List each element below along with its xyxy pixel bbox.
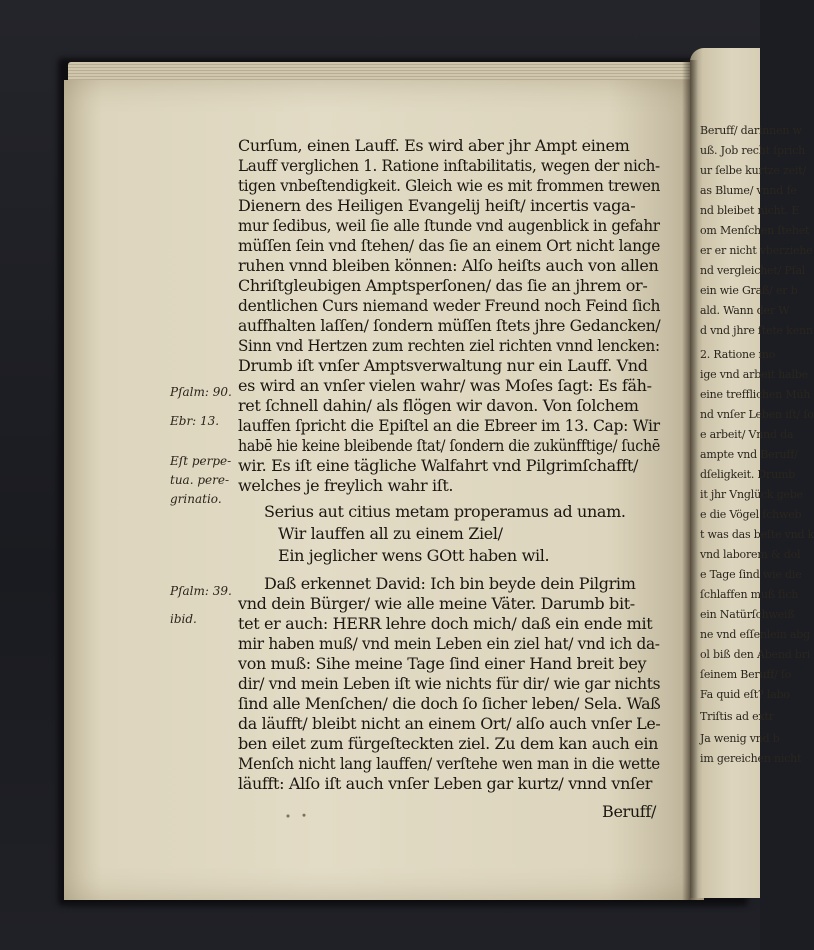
facing-line: nd bleibet nicht. E: [700, 204, 800, 217]
margin-note-psalm39: Pſalm: 39.: [170, 584, 232, 598]
margin-note-ibid: ibid.: [170, 612, 197, 626]
facing-line: ne vnd eſſenlein abg: [700, 628, 810, 641]
facing-line: ald. Wann der W: [700, 304, 790, 317]
margin-note-est: grinatio.: [170, 492, 222, 506]
facing-line: e arbeit/ Vnnd da: [700, 428, 794, 441]
text-line: ſind alle Menſchen/ die doch ſo ſicher leben/ Sela. Waß: [238, 694, 661, 713]
text-line: läufft: Alſo iſt auch vnſer Leben gar kurtz/ vnnd vnſer: [238, 774, 653, 793]
book-page-right: [690, 48, 814, 898]
text-line: dentlichen Curs niemand weder Freund noch Feind ſich: [238, 296, 661, 315]
text-line: auffhalten laſſen/ ſondern müſſen ſtets jhre Gedancken/: [238, 316, 661, 335]
facing-line: ein Natürſchweiß: [700, 608, 795, 621]
text-line: mur ſedibus, weil ſie alle ſtunde vnd augenblick in gefahr: [238, 217, 660, 235]
facing-line: er er nicht vberziehe: [700, 244, 813, 257]
facing-line: ſeinem Beruff/ ſo: [700, 668, 792, 681]
facing-line: t was das beſte vnd k: [700, 528, 814, 541]
text-line: ret ſchnell dahin/ als flögen wir davon. Von ſolchem: [238, 396, 639, 415]
facing-line: e die Vögel ſchweb: [700, 508, 802, 521]
facing-line: Ja wenig vnd b: [700, 732, 780, 745]
latin-verse: Serius aut citius metam properamus ad unam.: [264, 502, 626, 521]
facing-line: ein wie Graß/ er b: [700, 284, 798, 297]
facing-line: as Blume/ vnnd fe: [700, 184, 797, 197]
margin-note-ebr13: Ebr: 13.: [170, 414, 220, 428]
text-line: Daß erkennet David: Ich bin beyde dein Pilgrim: [264, 574, 636, 593]
text-line: Curſum, einen Lauff. Es wird aber jhr Ampt einem: [238, 136, 630, 155]
verse-line: Wir lauffen all zu einem Ziel/: [278, 524, 503, 543]
facing-line: nd vnſer Leben iſt/ ſo: [700, 408, 814, 421]
facing-line: uß. Job recht ſprich: [700, 144, 806, 157]
facing-line: nd vergleichet/ Pſal: [700, 264, 806, 277]
facing-line: ur ſelbe kurtze zeit/: [700, 164, 806, 177]
text-line: Dienern des Heiligen Evangelij heiſt/ incertis vaga-: [238, 196, 636, 215]
text-line: da läufft/ bleibt nicht an einem Ort/ alſo auch vnſer Le-: [238, 714, 661, 733]
text-line: wir. Es iſt eine tägliche Walfahrt vnd Pilgrimſchafft/: [238, 456, 639, 475]
facing-line: Beruff/ darinnen w: [700, 124, 802, 137]
facing-line: om Menſchen ſtehet: [700, 224, 810, 237]
text-line: Chriſtgleubigen Amptsperſonen/ das ſie an jhrem or-: [238, 276, 648, 295]
text-line: müſſen ſein vnd ſtehen/ das ſie an einem Ort nicht lange: [238, 236, 661, 255]
text-line: welches je freylich wahr iſt.: [238, 476, 454, 495]
book-gutter: [682, 60, 698, 900]
verse-line: Ein jeglicher wens GOtt haben wil.: [278, 546, 550, 565]
text-line: ruhen vnnd bleiben können: Alſo heiſts auch von allen: [238, 256, 659, 275]
facing-line: ſchlaffen muß ſich: [700, 588, 799, 601]
text-line: von muß: Sihe meine Tage ſind einer Hand breit bey: [238, 654, 647, 673]
text-line: Menſch nicht lang lauffen/ verſtehe wen man in die wette: [238, 754, 660, 773]
facing-line: e Tage ſind wie die: [700, 568, 802, 581]
ink-specks: [280, 812, 320, 820]
facing-line: vnd laborem & dol: [700, 548, 801, 561]
text-line: Lauff verglichen 1. Ratione inſtabilitatis, wegen der nich-: [238, 157, 660, 175]
facing-line: ol biß den Abend bri: [700, 648, 811, 661]
text-line: es wird an vnſer vielen wahr/ was Moſes ſagt: Es fäh-: [238, 376, 652, 395]
facing-line: it jhr Vnglück gebe: [700, 488, 803, 501]
text-line: Drumb iſt vnſer Amptsverwaltung nur ein Lauff. Vnd: [238, 356, 648, 375]
text-line: dir/ vnd mein Leben iſt wie nichts für dir/ wie gar nichts: [238, 674, 661, 693]
facing-line: ampte vnd Beruff/: [700, 448, 798, 461]
text-line: tet er auch: HERR lehre doch mich/ daß ein ende mit: [238, 614, 653, 633]
facing-line: eine trefflichen Müh: [700, 388, 811, 401]
margin-note-est: Eſt perpe-: [170, 454, 232, 468]
facing-line: d vnd jhre ſtete kenn: [700, 324, 813, 337]
text-line: tigen vnbeſtendigkeit. Gleich wie es mit frommen trewen: [238, 176, 661, 195]
margin-note-est: tua. pere-: [170, 473, 230, 487]
margin-note-psalm90: Pſalm: 90.: [170, 385, 232, 399]
text-line: lauffen ſpricht die Epiſtel an die Ebreer im 13. Cap: Wir: [238, 416, 660, 435]
facing-line: ige vnd arbeit halbe: [700, 368, 808, 381]
text-line: Sinn vnd Hertzen zum rechten ziel richten vnnd lencken:: [238, 336, 660, 355]
facing-line: Fa quid eſt? labo: [700, 688, 790, 701]
text-line: habē hie keine bleibende ſtat/ ſondern die zukünfftige/ ſuchē: [238, 436, 661, 455]
facing-line: 2. Ratione mo: [700, 348, 776, 361]
facing-line: dſeligkeit. Drumb: [700, 468, 796, 481]
text-line: vnd dein Bürger/ wie alle meine Väter. Darumb bit-: [238, 594, 635, 613]
catchword: Beruff/: [602, 802, 656, 821]
facing-line: Triſtis ad extr: [700, 710, 774, 723]
text-line: mir haben muß/ vnd mein Leben ein ziel hat/ vnd ich da-: [238, 634, 660, 653]
text-line: ben eilet zum fürgeſteckten ziel. Zu dem kan auch ein: [238, 734, 659, 753]
facing-line: im gereichen nicht: [700, 752, 802, 765]
